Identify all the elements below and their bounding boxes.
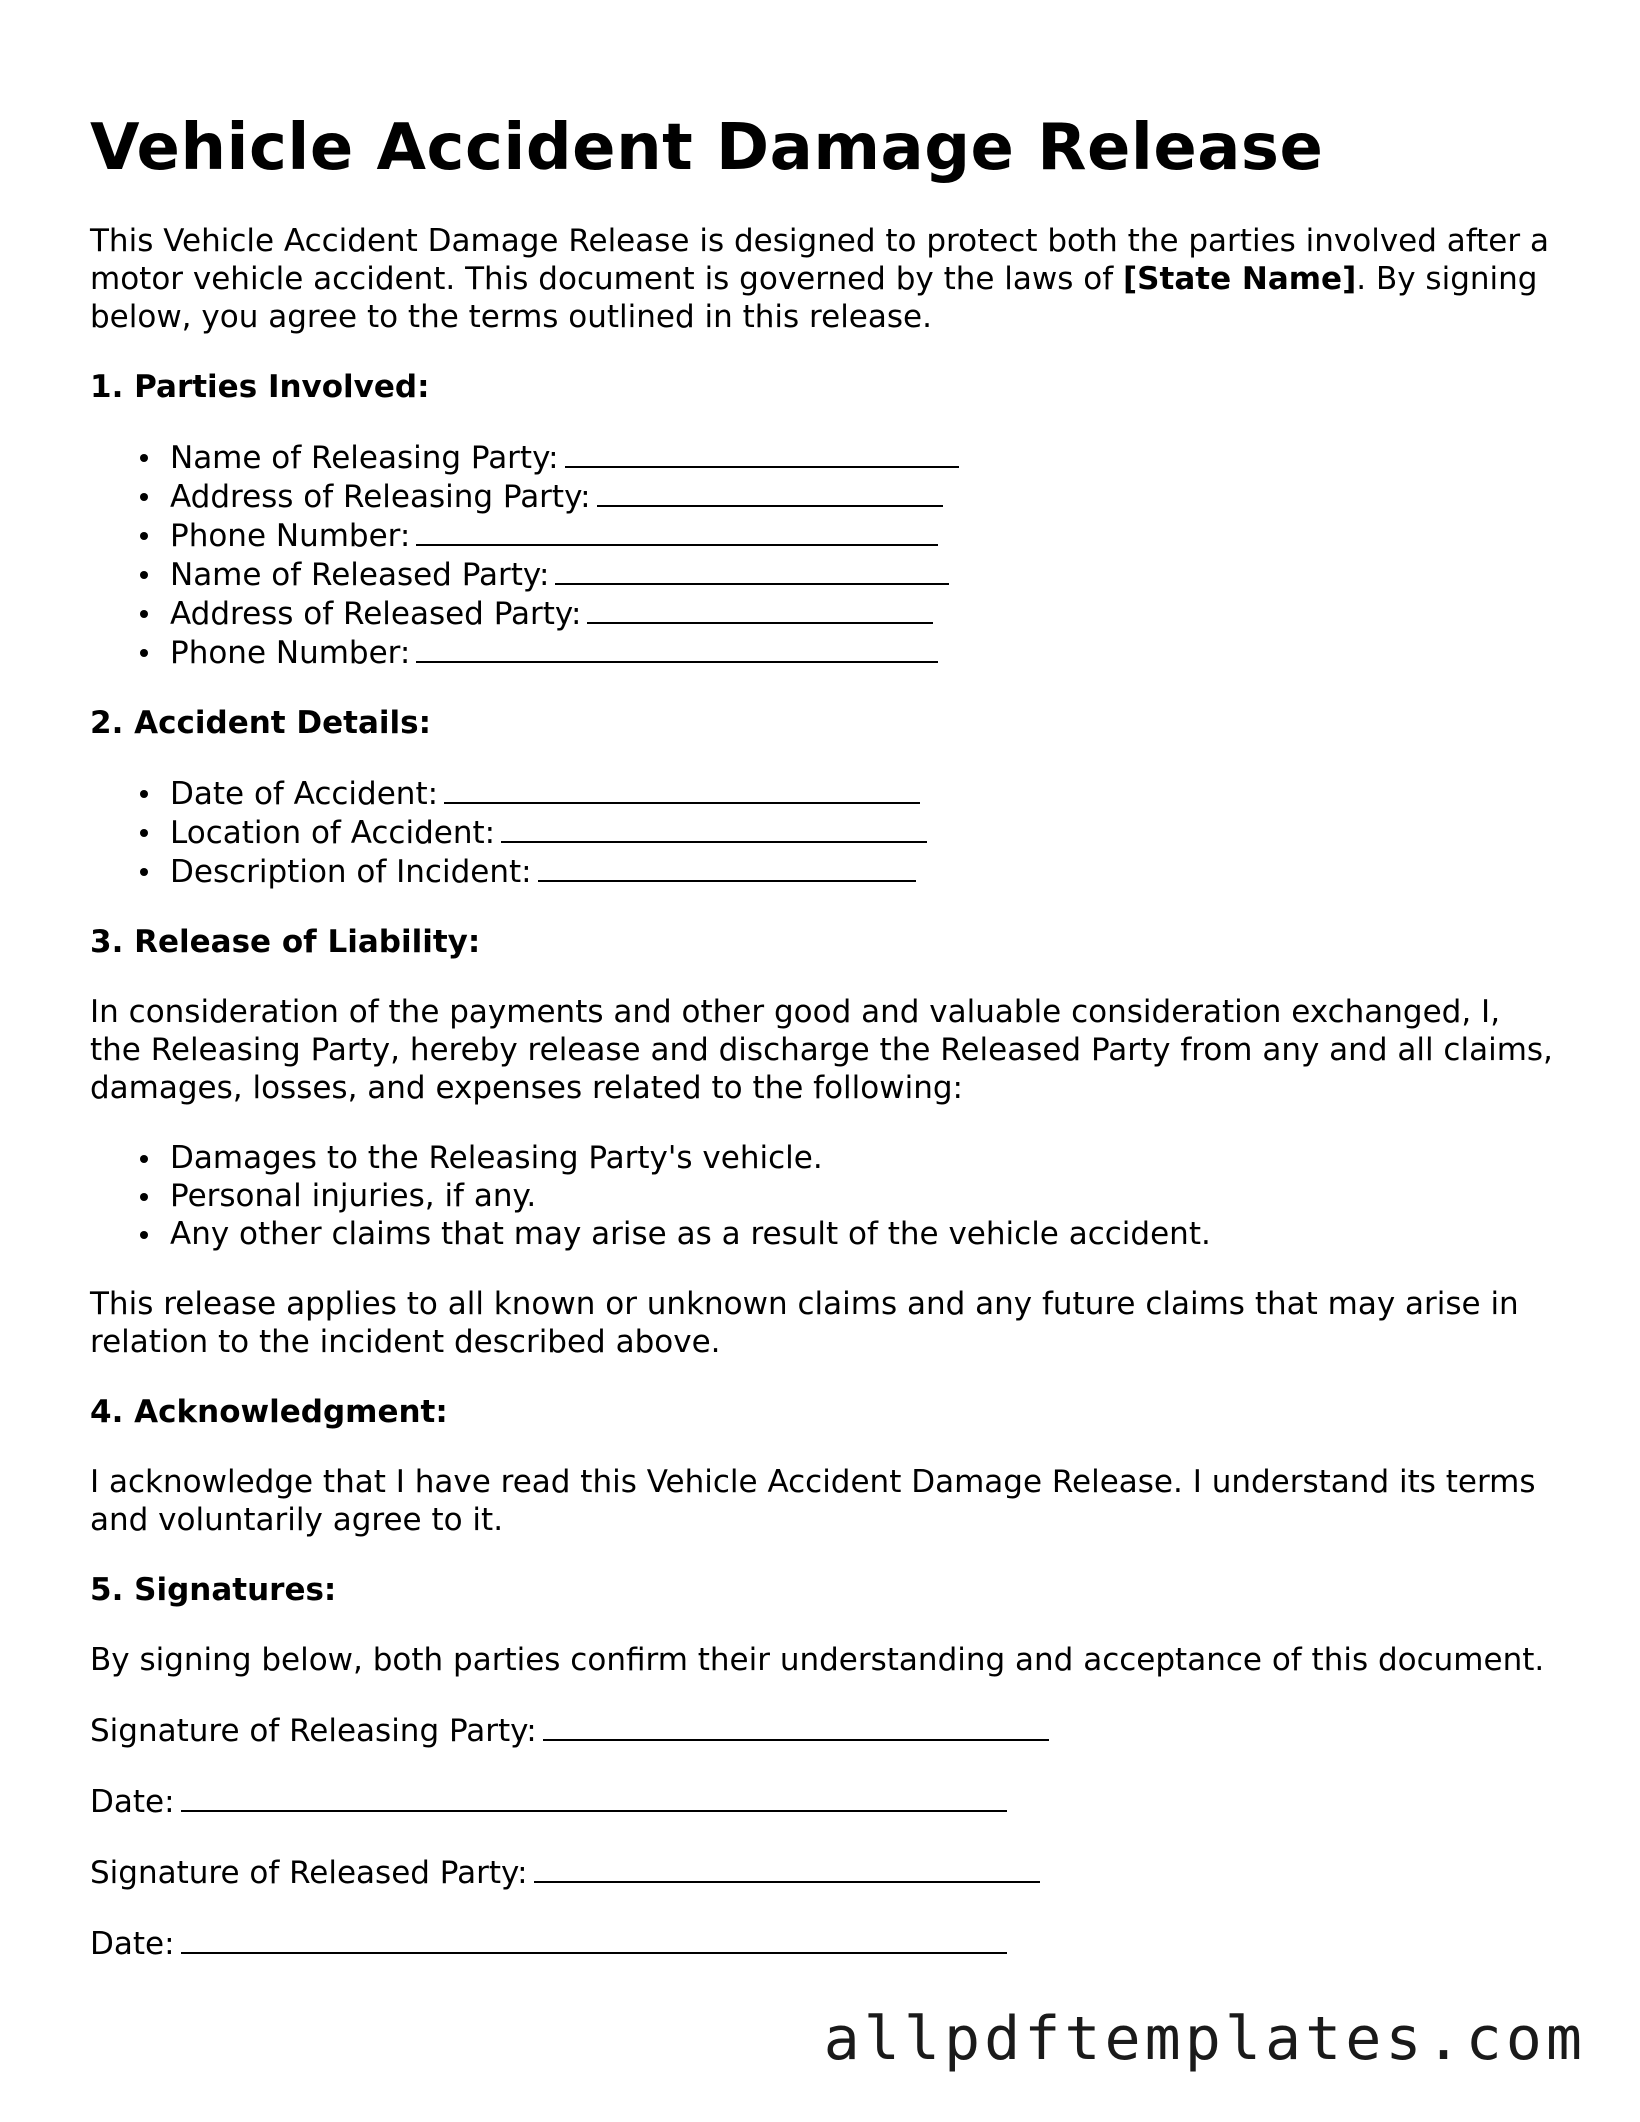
- list-item: Damages to the Releasing Party's vehicle.: [170, 1139, 1560, 1177]
- field-accident-date: [170, 774, 1560, 813]
- section-heading-signatures: 5. Signatures:: [90, 1572, 337, 1608]
- intro-text-after: . By signing below, you agree to the terms outlined in this release.: [90, 261, 1538, 335]
- field-releasing-party-address: [170, 477, 1560, 516]
- field-label: Address of Releasing Party:: [170, 479, 591, 515]
- field-label: Date:: [90, 1784, 175, 1820]
- field-label: Description of Incident:: [170, 854, 532, 890]
- field-label: Signature of Releasing Party:: [90, 1713, 537, 1749]
- releasing-party-date-blank[interactable]: [181, 1782, 1007, 1812]
- released-party-signature-blank[interactable]: [534, 1853, 1040, 1883]
- release-scope-paragraph: This release applies to all known or unknown claims and any future claims that may arise in relation to the incident described above.: [90, 1286, 1519, 1360]
- list-item: Any other claims that may arise as a result of the vehicle accident.: [170, 1215, 1560, 1253]
- field-released-party-name: [170, 555, 1560, 594]
- section-heading-parties: 1. Parties Involved:: [90, 369, 430, 405]
- accident-location-blank[interactable]: [501, 813, 927, 843]
- field-releasing-party-name: [170, 438, 1560, 477]
- state-name-placeholder: [State Name]: [1123, 261, 1357, 297]
- releasing-party-signature-blank[interactable]: [543, 1711, 1049, 1741]
- releasing-party-signature-line: [90, 1711, 1560, 1750]
- releasing-party-date-line: [90, 1782, 1560, 1821]
- field-label: Phone Number:: [170, 518, 411, 554]
- released-party-signature-line: [90, 1853, 1560, 1892]
- releasing-party-name-blank[interactable]: [565, 438, 959, 468]
- section-heading-acknowledgment: 4. Acknowledgment:: [90, 1394, 448, 1430]
- incident-description-blank[interactable]: [538, 852, 916, 882]
- release-items-list: [90, 1139, 1560, 1253]
- field-label: Date:: [90, 1926, 175, 1962]
- field-label: Name of Releasing Party:: [170, 440, 559, 476]
- field-label: Phone Number:: [170, 635, 411, 671]
- section-heading-accident-details: 2. Accident Details:: [90, 705, 431, 741]
- section-heading-release-of-liability: 3. Release of Liability:: [90, 924, 481, 960]
- released-party-name-blank[interactable]: [555, 555, 949, 585]
- list-item: Personal injuries, if any.: [170, 1177, 1560, 1215]
- field-accident-location: [170, 813, 1560, 852]
- field-releasing-party-phone: [170, 516, 1560, 555]
- field-label: Location of Accident:: [170, 815, 496, 851]
- field-label: Date of Accident:: [170, 776, 439, 812]
- document-title: Vehicle Accident Damage Release: [90, 111, 1324, 185]
- intro-paragraph: [90, 222, 1560, 336]
- released-party-date-blank[interactable]: [181, 1924, 1007, 1954]
- accident-date-blank[interactable]: [444, 774, 920, 804]
- accident-field-list: [90, 774, 1560, 891]
- field-label: Address of Released Party:: [170, 596, 582, 632]
- signatures-paragraph: By signing below, both parties confirm their understanding and acceptance of this document.: [90, 1642, 1545, 1678]
- release-paragraph: In consideration of the payments and other good and valuable consideration exchanged, I, the Releasing Party, hereby release and discharge the Released Party from any and all claims, damages, losses, and expenses related to the following:: [90, 994, 1553, 1106]
- document-page: [90, 110, 1560, 1995]
- released-party-phone-blank[interactable]: [416, 633, 938, 663]
- parties-field-list: [90, 438, 1560, 672]
- field-released-party-address: [170, 594, 1560, 633]
- acknowledgment-paragraph: I acknowledge that I have read this Vehicle Accident Damage Release. I understand its terms and voluntarily agree to it.: [90, 1464, 1536, 1538]
- released-party-date-line: [90, 1924, 1560, 1963]
- field-label: Signature of Released Party:: [90, 1855, 528, 1891]
- releasing-party-phone-blank[interactable]: [416, 516, 938, 546]
- field-label: Name of Released Party:: [170, 557, 550, 593]
- watermark: allpdftemplates.com: [823, 2004, 1586, 2074]
- released-party-address-blank[interactable]: [587, 594, 933, 624]
- field-released-party-phone: [170, 633, 1560, 672]
- intro-text-before: This Vehicle Accident Damage Release is designed to protect both the parties involved after a motor vehicle accident. This document is governed by the laws of: [90, 223, 1549, 297]
- releasing-party-address-blank[interactable]: [597, 477, 943, 507]
- field-incident-description: [170, 852, 1560, 891]
